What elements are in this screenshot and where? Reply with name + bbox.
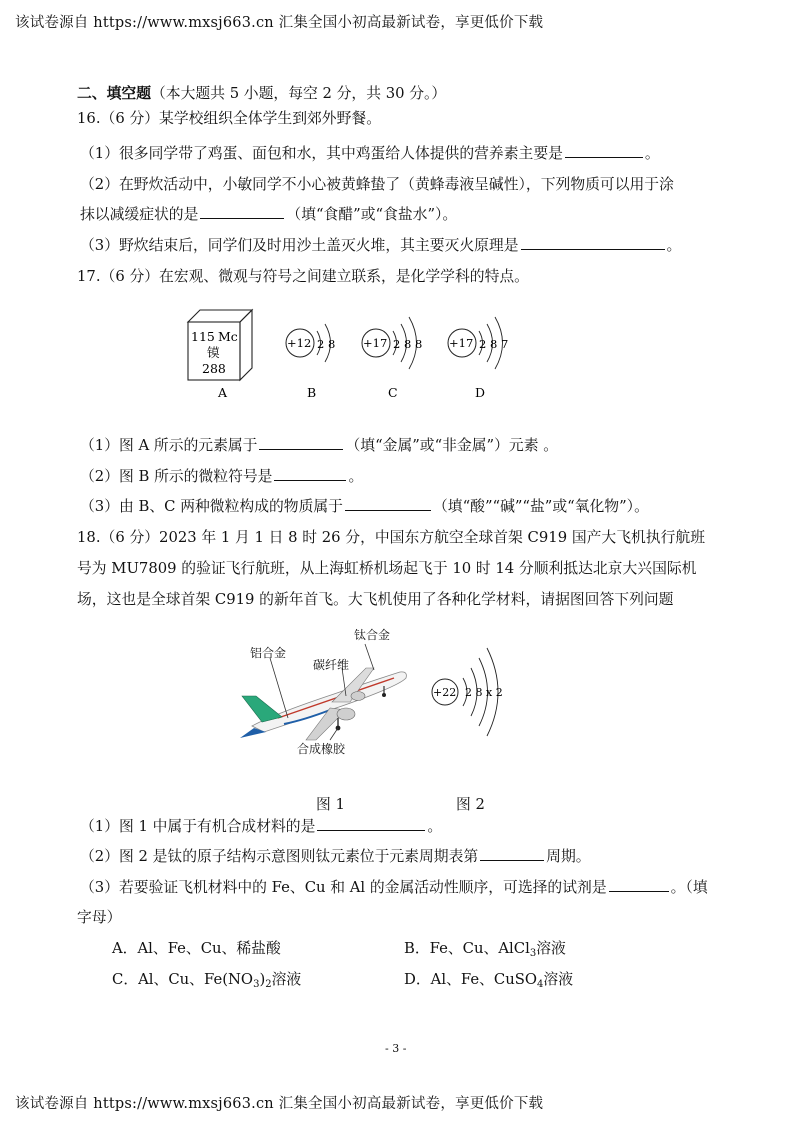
electron-shells: 2 8 8	[393, 337, 423, 351]
section-heading	[77, 82, 446, 103]
q18-part2	[80, 845, 591, 866]
label-synthetic-rubber: 合成橡胶	[297, 742, 346, 756]
subscript: 3	[253, 979, 260, 990]
label-carbon-fiber: 碳纤维	[313, 658, 350, 672]
q18-part2-text: （2）图 2 是钛的原子结构示意图则钛元素位于元素周期表第	[80, 848, 479, 865]
q18-part3-text: （3）若要验证飞机材料中的 Fe、Cu 和 Al 的金属活动性顺序，可选择的试剂是	[80, 879, 607, 896]
option-c-mid: )	[259, 971, 266, 988]
q16-part2-line2	[80, 203, 457, 224]
option-d-text: D．Al、Fe、CuSO	[404, 971, 538, 988]
electron-shells: 2 8 x 2	[465, 686, 503, 699]
section-title: 二、填空题	[77, 85, 151, 102]
element-box	[188, 310, 252, 380]
q16-part3-text: （3）野炊结束后，同学们及时用沙土盖灭火堆，其主要灭火原理是	[80, 237, 519, 254]
element-mass: 288	[202, 361, 226, 376]
q17-part1-text: （1）图 A 所示的元素属于	[80, 437, 258, 454]
option-a[interactable]: A．Al、Fe、Cu、稀盐酸	[112, 940, 281, 957]
option-b[interactable]	[404, 937, 566, 959]
q17-part3-text: （3）由 B、C 两种微粒构成的物质属于	[80, 498, 343, 515]
answer-blank[interactable]	[317, 815, 425, 831]
q18-stem-line2: 号为 MU7809 的验证飞行航班，从上海虹桥机场起飞于 10 时 14 分顺利抵达北京大兴国际机	[77, 560, 697, 577]
electron-shells: 2 8 7	[479, 337, 509, 351]
atom-diagram-b	[286, 324, 335, 362]
airplane-icon	[240, 668, 406, 740]
page-footer: 该试卷源自 https://www.mxsj663.cn 汇集全国小初高最新试卷，享更低价下载	[15, 1096, 544, 1112]
option-c[interactable]	[112, 968, 301, 990]
q16-part3-end: 。	[666, 237, 682, 254]
q16-part2-text: 抹以减缓症状的是	[80, 206, 199, 223]
answer-blank[interactable]	[274, 465, 346, 481]
q17-part1	[80, 434, 558, 455]
nucleus-charge: +17	[363, 336, 388, 350]
figure-label-c: C	[388, 385, 398, 400]
electron-shells: 2 8	[317, 337, 336, 351]
answer-blank[interactable]	[200, 203, 284, 219]
q17-part1-end: （填“金属”或“非金属”）元素 。	[345, 437, 559, 454]
element-number: 115	[191, 329, 215, 344]
q16-stem: 16.（6 分）某学校组织全体学生到郊外野餐。	[77, 110, 381, 127]
nucleus-charge: +17	[449, 336, 474, 350]
q18-part1-text: （1）图 1 中属于有机合成材料的是	[80, 818, 316, 835]
q18-part3	[80, 876, 708, 897]
q18-part2-end: 周期。	[546, 848, 591, 865]
option-d-end: 溶液	[543, 971, 573, 988]
label-aluminum-alloy: 铝合金	[250, 646, 287, 660]
nucleus-charge: +22	[433, 686, 457, 699]
label-titanium-alloy: 钛合金	[354, 628, 391, 642]
option-c-end: 溶液	[271, 971, 302, 988]
q17-part2-text: （2）图 B 所示的微粒符号是	[80, 468, 273, 485]
option-d[interactable]	[404, 968, 573, 990]
q17-part2-end: 。	[348, 468, 364, 485]
answer-blank[interactable]	[609, 876, 669, 892]
q18-stem-line3: 场，这也是全球首架 C919 的新年首飞。大飞机使用了各种化学材料，请据图回答下列问题	[77, 591, 674, 608]
answer-blank[interactable]	[259, 434, 343, 450]
answer-blank[interactable]	[565, 142, 643, 158]
figure-2-caption: 图 2	[456, 796, 485, 813]
answer-blank[interactable]	[521, 234, 665, 250]
q16-part3	[80, 234, 681, 255]
option-b-end: 溶液	[536, 940, 566, 957]
answer-blank[interactable]	[345, 495, 431, 511]
q16-part2-end: （填“食醋”或“食盐水”）。	[286, 206, 458, 223]
page-number: - 3 -	[385, 1042, 407, 1055]
element-name: 镆	[207, 345, 220, 360]
answer-blank[interactable]	[480, 845, 544, 861]
figure-1-caption: 图 1	[316, 796, 345, 813]
q18-part3-cont: 字母）	[77, 909, 122, 926]
figure-label-a: A	[218, 385, 228, 400]
q17-part3-end: （填“酸”“碱”“盐”或“氧化物”）。	[432, 498, 649, 515]
subscript: 2	[265, 979, 272, 990]
page-header: 该试卷源自 https://www.mxsj663.cn 汇集全国小初高最新试卷，享更低价下载	[15, 15, 544, 31]
q18-part1	[80, 815, 442, 836]
figure-label-b: B	[307, 385, 317, 400]
q16-part1-text: （1）很多同学带了鸡蛋、面包和水，其中鸡蛋给人体提供的营养素主要是	[80, 145, 563, 162]
option-c-text: C．Al、Cu、Fe(NO	[112, 971, 254, 988]
q16-part1	[80, 142, 660, 163]
atom-diagram-d	[448, 317, 508, 369]
q16-part2-line1: （2）在野炊活动中，小敏同学不小心被黄蜂蛰了（黄蜂毒液呈碱性），下列物质可以用于涂	[80, 176, 674, 193]
element-symbol: Mc	[218, 329, 238, 344]
figure-label-d: D	[475, 385, 486, 400]
q17-part2	[80, 465, 363, 486]
q17-stem: 17.（6 分）在宏观、微观与符号之间建立联系，是化学学科的特点。	[77, 268, 529, 285]
nucleus-charge: +12	[287, 336, 312, 350]
q18-stem-line1: 18.（6 分）2023 年 1 月 1 日 8 时 26 分，中国东方航空全球首架 C919 国产大飞机执行航班	[77, 529, 705, 546]
q16-part1-end: 。	[644, 145, 660, 162]
subscript: 3	[529, 948, 537, 959]
q17-part3	[80, 495, 649, 516]
option-b-text: B．Fe、Cu、AlCl	[404, 940, 530, 957]
q18-part1-end: 。	[427, 818, 443, 835]
q17-figure	[180, 298, 540, 402]
section-note: （本大题共 5 小题，每空 2 分，共 30 分。）	[151, 85, 447, 102]
atom-diagram-c	[362, 317, 422, 369]
q18-part3-end: 。（填	[670, 879, 708, 896]
titanium-atom-diagram	[425, 634, 540, 754]
subscript: 4	[537, 979, 544, 990]
